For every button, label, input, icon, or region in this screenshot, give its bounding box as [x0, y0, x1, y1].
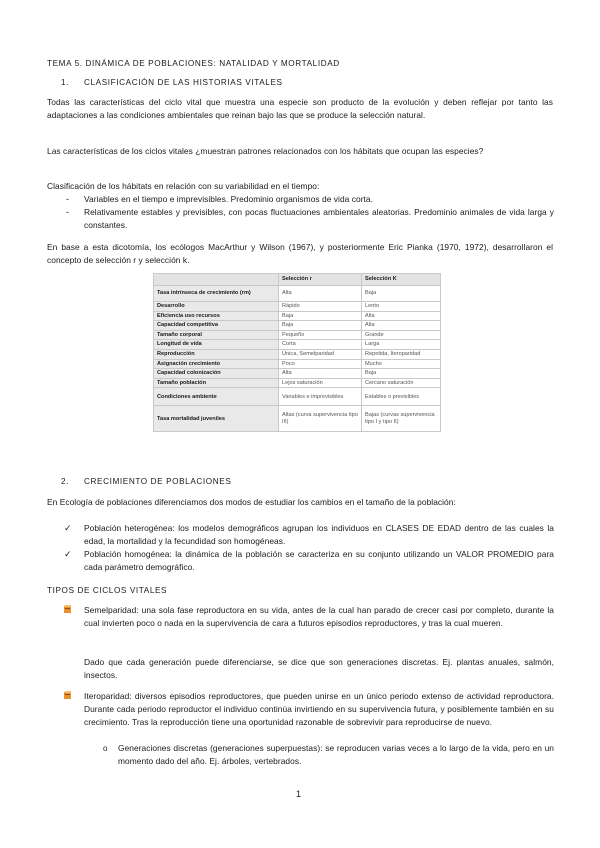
table-row — [154, 302, 441, 312]
document-title: TEMA 5. DINÁMICA DE POBLACIONES: NATALIDAD Y MORTALIDAD — [47, 59, 340, 68]
paragraph-5: En Ecología de poblaciones diferenciamos dos modos de estudiar los cambios en el tamaño de la población: — [47, 497, 456, 507]
sub-list-marker: o — [103, 744, 108, 753]
table-cell: Repetida, Iteroparidad — [362, 349, 441, 359]
table-cell-label: Tasa intrínseca de crecimiento (rm) — [154, 286, 279, 302]
table-cell: Bajas (curvas supervivencia tipo I y tipo II) — [362, 406, 441, 432]
table-row — [154, 330, 441, 340]
iteroparidad-text: Iteroparidad: diversos episodios reproductores, que pueden unirse en un único periodo extenso de actividad reproductora. Durante cada periodo reproductor el individuo continúa invirtiendo en su supervivencia futura, y posiblemente también en su crecimiento. Tras la reproducción tiene una oportunidad razonable de sobrevivir para reproducirse de nuevo. — [84, 691, 554, 727]
check-icon: ✓ — [64, 523, 72, 533]
table-header-row — [154, 274, 441, 286]
table-cell: Corta — [279, 340, 362, 350]
table-cell: Grande — [362, 330, 441, 340]
selection-table — [153, 273, 441, 432]
table-cell-label: Tamaño población — [154, 378, 279, 388]
table-row — [154, 349, 441, 359]
table-cell: Rápido — [279, 302, 362, 312]
table-cell-label: Tamaño corporal — [154, 330, 279, 340]
table-row — [154, 311, 441, 321]
book-bullet-icon — [64, 691, 72, 700]
table-cell: Única, Semelparidad — [279, 349, 362, 359]
table-row — [154, 369, 441, 379]
table-cell: Lejos saturación — [279, 378, 362, 388]
list-marker: - — [66, 207, 69, 217]
table-row — [154, 286, 441, 302]
book-bullet-icon — [64, 605, 72, 614]
paragraph-2: Las características de los ciclos vitales ¿muestran patrones relacionados con los hábitats que ocupan las especies? — [47, 146, 484, 156]
table-cell-label: Longitud de vida — [154, 340, 279, 350]
section-1-number: 1. — [61, 78, 70, 87]
section-2-heading: CRECIMIENTO DE POBLACIONES — [84, 477, 232, 486]
table-cell: Variables e imprevisibles — [279, 388, 362, 406]
table-cell-label: Tasa mortalidad juveniles — [154, 406, 279, 432]
table-cell: Alta — [279, 369, 362, 379]
table-cell-label: Reproducción — [154, 349, 279, 359]
list-item: Población homogénea: la dinámica de la población se caracteriza en su conjunto utilizando un VALOR PROMEDIO para cada parámetro demográfico. — [84, 549, 554, 572]
section-3-heading: TIPOS DE CICLOS VITALES — [47, 586, 168, 595]
table-header: Selección K — [362, 274, 441, 286]
table-cell-label: Capacidad competitiva — [154, 321, 279, 331]
list-item: Relativamente estables y previsibles, con pocas fluctuaciones ambientales aleatorias. Predominio animales de vida larga y constantes. — [84, 207, 554, 230]
table-cell: Lento — [362, 302, 441, 312]
list-item: Población heterogénea: los modelos demográficos agrupan los individuos en CLASES DE EDAD dentro de las cuales la edad, la mortalidad y la fecundidad son homogéneas. — [84, 523, 554, 546]
paragraph-3: Clasificación de los hábitats en relación con su variabilidad en el tiempo: — [47, 181, 320, 191]
section-1-heading: CLASIFICACIÓN DE LAS HISTORIAS VITALES — [84, 78, 283, 87]
table-cell: Altas (curva supervivencia tipo III) — [279, 406, 362, 432]
table-cell: Larga — [362, 340, 441, 350]
table-cell: Pequeño — [279, 330, 362, 340]
semelparidad-note: Dado que cada generación puede diferenciarse, se dice que son generaciones discretas. Ej. plantas anuales, salmón, insectos. — [84, 657, 554, 680]
list-marker: - — [66, 194, 69, 204]
table-row — [154, 378, 441, 388]
table-row — [154, 406, 441, 432]
table-row — [154, 340, 441, 350]
table-cell-label: Desarrollo — [154, 302, 279, 312]
table-cell: Mucho — [362, 359, 441, 369]
table-cell: Alta — [362, 311, 441, 321]
check-icon: ✓ — [64, 549, 72, 559]
table-cell-label: Capacidad colonización — [154, 369, 279, 379]
table-cell: Alta — [362, 321, 441, 331]
table-header: Selección r — [279, 274, 362, 286]
table-cell: Baja — [362, 369, 441, 379]
table-cell: Baja — [362, 286, 441, 302]
table-cell-label: Condiciones ambiente — [154, 388, 279, 406]
paragraph-4: En base a esta dicotomía, los ecólogos MacArthur y Wilson (1967), y posteriormente Eric Pianka (1970, 1972), desarrollaron el concepto de selección r y selección k. — [47, 242, 553, 265]
table-header — [154, 274, 279, 286]
table-row — [154, 388, 441, 406]
table-row — [154, 321, 441, 331]
table-cell: Poco — [279, 359, 362, 369]
section-2-number: 2. — [61, 477, 70, 486]
page-number: 1 — [296, 789, 302, 799]
table-row — [154, 359, 441, 369]
table-cell: Estables o previsibles — [362, 388, 441, 406]
list-item: Variables en el tiempo e imprevisibles. Predominio organismos de vida corta. — [84, 194, 373, 204]
table-cell: Cercano saturación — [362, 378, 441, 388]
table-cell: Alta — [279, 286, 362, 302]
table-cell-label: Asignación crecimiento — [154, 359, 279, 369]
table-cell-label: Eficiencia uso recursos — [154, 311, 279, 321]
table-cell: Baja — [279, 321, 362, 331]
semelparidad-text: Semelparidad: una sola fase reproductora en su vida, antes de la cual han parado de crecer casi por completo, durante la cual invierten poco o nada en la supervivencia de cara a futuros episodios reproductores, y tras la cual mueren. — [84, 605, 554, 628]
paragraph-1: Todas las características del ciclo vital que muestra una especie son producto de la evolución y deben reflejar por tanto las adaptaciones a las condiciones ambientales que reinan bajo las que se produce la selección natural. — [47, 97, 553, 120]
sub-list-item: Generaciones discretas (generaciones superpuestas): se reproducen varias veces a lo largo de la vida, pero en un momento dado del año. Ej. árboles, vertebrados. — [118, 743, 554, 766]
table-cell: Baja — [279, 311, 362, 321]
